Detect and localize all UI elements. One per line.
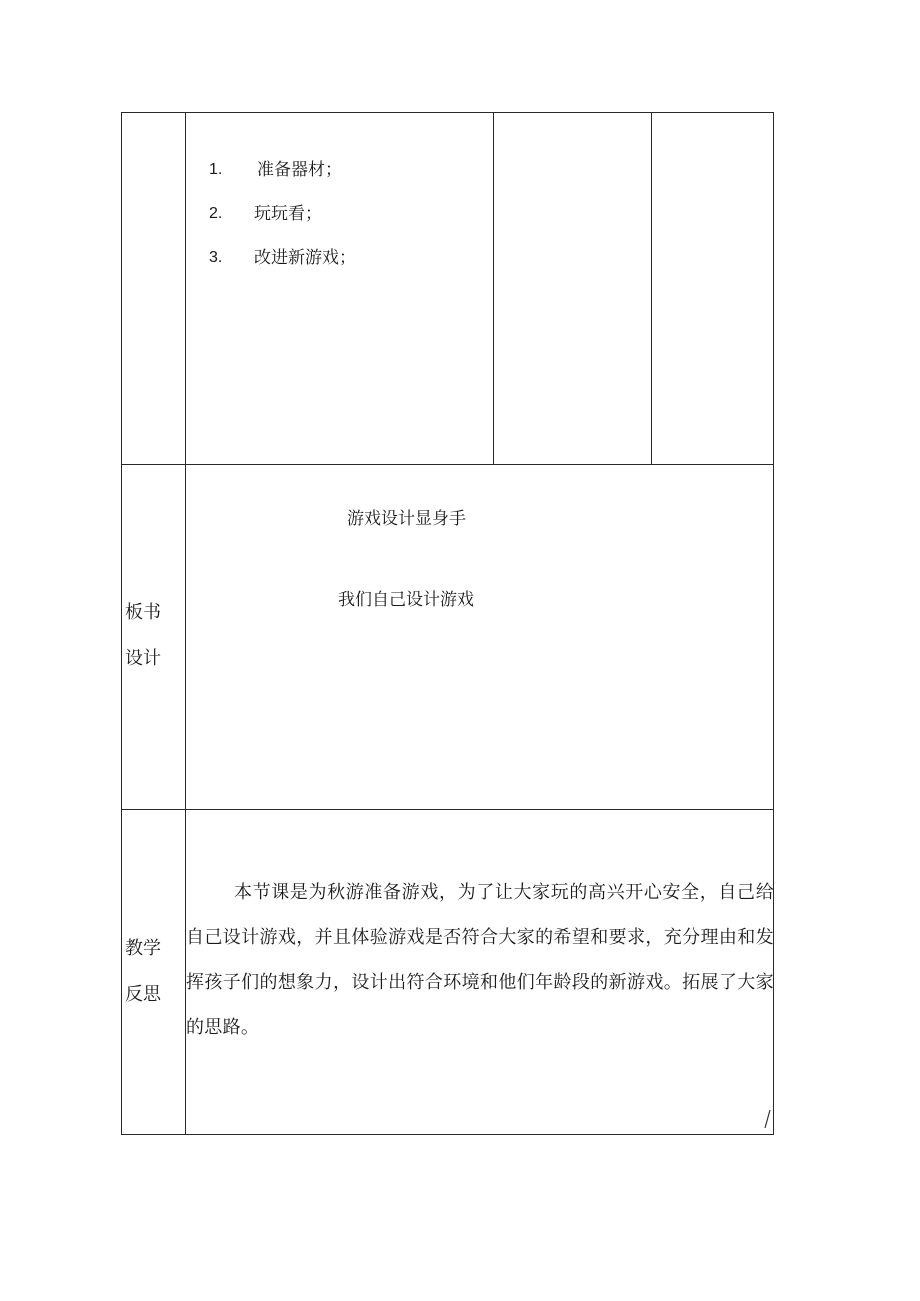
column-divider-4 [651,112,652,465]
step-text: 改进新游戏； [254,248,356,268]
step-text: 准备器材； [257,160,342,180]
board-design-label [125,590,175,682]
row-divider-2 [121,809,774,810]
step-text: 玩玩看； [254,204,322,224]
board-label-line-1: 板书 [125,602,161,623]
board-subtitle: 我们自己设计游戏 [338,590,474,610]
reflection-label [125,926,175,1018]
step-number: 1. [209,161,223,178]
reflection-label-line-1: 教学 [125,938,161,959]
board-title: 游戏设计显身手 [347,509,466,529]
row-divider-1 [121,464,774,465]
step-number: 2. [209,205,223,222]
table-border-top [121,112,774,113]
step-number: 3. [209,249,223,266]
column-divider-3 [493,112,494,465]
reflection-label-line-2: 反思 [125,984,161,1005]
table-border-bottom [121,1134,774,1135]
table-border-left [121,112,122,1135]
reflection-paragraph: 本节课是为秋游准备游戏，为了让大家玩的高兴开心安全，自己给自己设计游戏，并且体验游戏是否符合大家的希望和要求，充分理由和发挥孩子们的想象力，设计出符合环境和他们年龄段的新游戏。拓展了大家的思路。 [186,882,774,1038]
stray-mark-icon [762,1108,772,1130]
board-label-line-2: 设计 [125,648,161,669]
